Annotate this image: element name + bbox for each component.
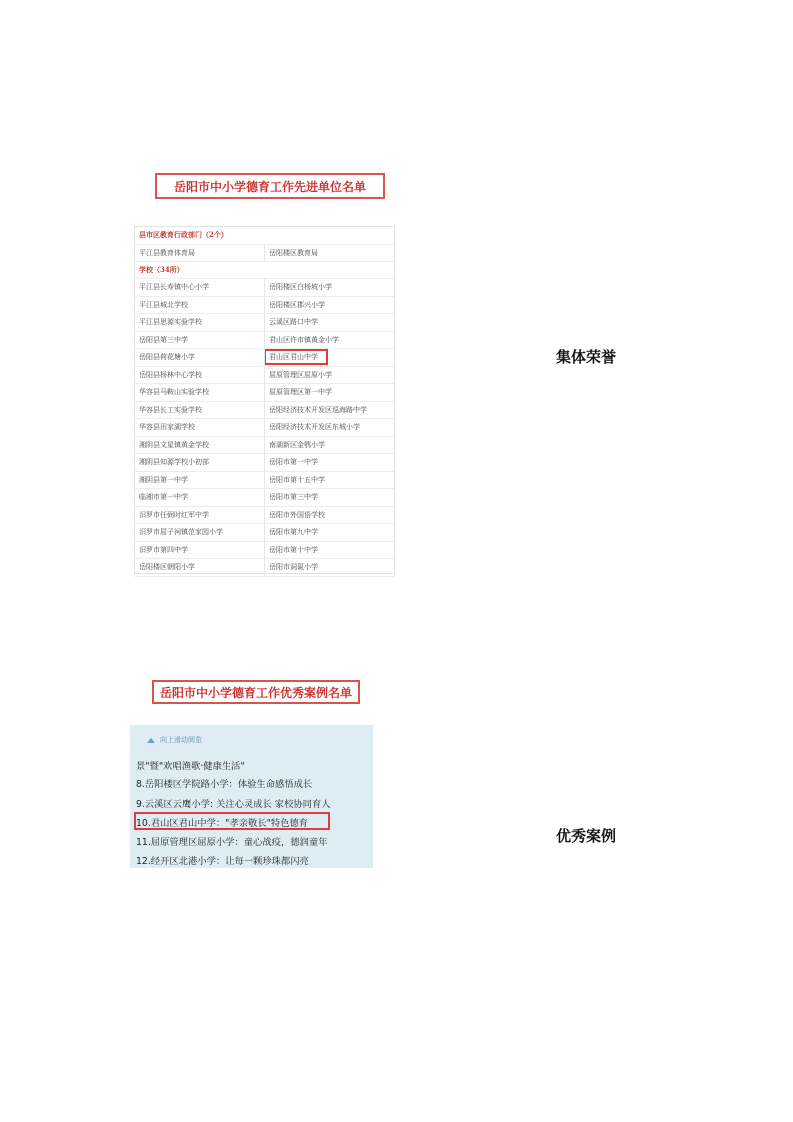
table-cell: 岳阳市第十中学 xyxy=(265,541,395,559)
table-section-header xyxy=(135,227,394,244)
table-row xyxy=(135,454,394,472)
table-cell: 汨罗市任弼时红军中学 xyxy=(135,506,265,524)
case-item: 9.云溪区云鹰小学: 关注心灵成长 家校协同育人 xyxy=(136,799,331,810)
table-cell: 岳阳市洞氮小学 xyxy=(265,559,395,577)
honor-table xyxy=(135,227,394,577)
table-row xyxy=(135,279,394,297)
table-row xyxy=(135,244,394,262)
table-cell: 岳阳楼区朝阳小学 xyxy=(135,559,265,577)
table-cell: 屈原管理区屈原小学 xyxy=(265,366,395,384)
table-row xyxy=(135,401,394,419)
table-cell xyxy=(265,349,395,367)
table-cell: 岳阳市第十五中学 xyxy=(265,471,395,489)
honor-table-image xyxy=(134,226,395,574)
table-section-header xyxy=(135,262,394,279)
section-header-text: 县市区教育行政部门（2个） xyxy=(135,227,394,244)
table-cell: 湘阴县第一中学 xyxy=(135,471,265,489)
case-item: 8.岳阳楼区学院路小学：体验生命感悟成长 xyxy=(136,779,313,790)
table-cell: 汨罗市第四中学 xyxy=(135,541,265,559)
table-cell: 云溪区路口中学 xyxy=(265,314,395,332)
table-cell: 岳阳市外国语学校 xyxy=(265,506,395,524)
table-row xyxy=(135,524,394,542)
table-cell: 平江县教育体育局 xyxy=(135,244,265,262)
table-cell: 岳阳经济技术开发区巡海路中学 xyxy=(265,401,395,419)
table-cell: 岳阳县第三中学 xyxy=(135,331,265,349)
table-cell: 岳阳经济技术开发区东城小学 xyxy=(265,419,395,437)
table-cell: 华容县长工实验学校 xyxy=(135,401,265,419)
highlighted-school: 君山区君山中学 xyxy=(266,351,326,363)
scroll-hint-text: 向上滑动阅览 xyxy=(160,736,202,744)
case-item: 景"暨"欢唱渔歌·健康生活" xyxy=(136,761,245,772)
scroll-hint xyxy=(147,735,202,745)
table-cell: 平江县长寿镇中心小学 xyxy=(135,279,265,297)
table-cell: 临湘市第一中学 xyxy=(135,489,265,507)
table-row xyxy=(135,506,394,524)
case-highlight-box xyxy=(134,812,330,830)
scroll-up-icon xyxy=(147,738,155,743)
table-row xyxy=(135,331,394,349)
table-cell: 湘阴县文星镇黄金学校 xyxy=(135,436,265,454)
excellent-case-label: 优秀案例 xyxy=(556,827,617,845)
honor-list-title: 岳阳市中小学德育工作先进单位名单 xyxy=(155,173,385,199)
table-cell: 华容县田家湖学校 xyxy=(135,419,265,437)
table-row xyxy=(135,489,394,507)
table-row xyxy=(135,366,394,384)
table-cell: 岳阳楼区白杨坡小学 xyxy=(265,279,395,297)
table-row xyxy=(135,349,394,367)
table-cell: 岳阳楼区教育局 xyxy=(265,244,395,262)
table-cell: 岳阳市第九中学 xyxy=(265,524,395,542)
table-row xyxy=(135,541,394,559)
case-item: 12.经开区北港小学：让每一颗珍珠都闪亮 xyxy=(136,856,309,867)
table-row xyxy=(135,419,394,437)
table-row xyxy=(135,384,394,402)
table-cell: 湘阴县知源学校小初部 xyxy=(135,454,265,472)
case-list-title: 岳阳市中小学德育工作优秀案例名单 xyxy=(152,680,360,704)
table-cell: 岳阳市第三中学 xyxy=(265,489,395,507)
table-cell: 南湖新区金鹗小学 xyxy=(265,436,395,454)
collective-honor-label: 集体荣誉 xyxy=(556,348,617,366)
table-row xyxy=(135,471,394,489)
table-row xyxy=(135,296,394,314)
table-row xyxy=(135,314,394,332)
table-cell: 汨罗市屈子祠镇范家园小学 xyxy=(135,524,265,542)
table-cell: 君山区许市镇黄金小学 xyxy=(265,331,395,349)
case-list-image xyxy=(130,725,373,868)
section-header-text: 学校（34所） xyxy=(135,262,394,279)
table-cell: 平江县城北学校 xyxy=(135,296,265,314)
table-cell: 岳阳市第一中学 xyxy=(265,454,395,472)
table-cell: 华容县马鞍山实验学校 xyxy=(135,384,265,402)
table-cell: 岳阳楼区郡兴小学 xyxy=(265,296,395,314)
table-cell: 平江县思源实验学校 xyxy=(135,314,265,332)
case-item-highlighted: 10.君山区君山中学："孝亲敬长"特色德育 xyxy=(136,818,309,829)
table-cell: 岳阳县杨林中心学校 xyxy=(135,366,265,384)
table-cell: 屈原管理区第一中学 xyxy=(265,384,395,402)
table-cell: 岳阳县荷花塘小学 xyxy=(135,349,265,367)
case-item: 11.屈原管理区屈原小学：童心战疫，德润童年 xyxy=(136,837,328,848)
table-row xyxy=(135,436,394,454)
table-row xyxy=(135,559,394,577)
